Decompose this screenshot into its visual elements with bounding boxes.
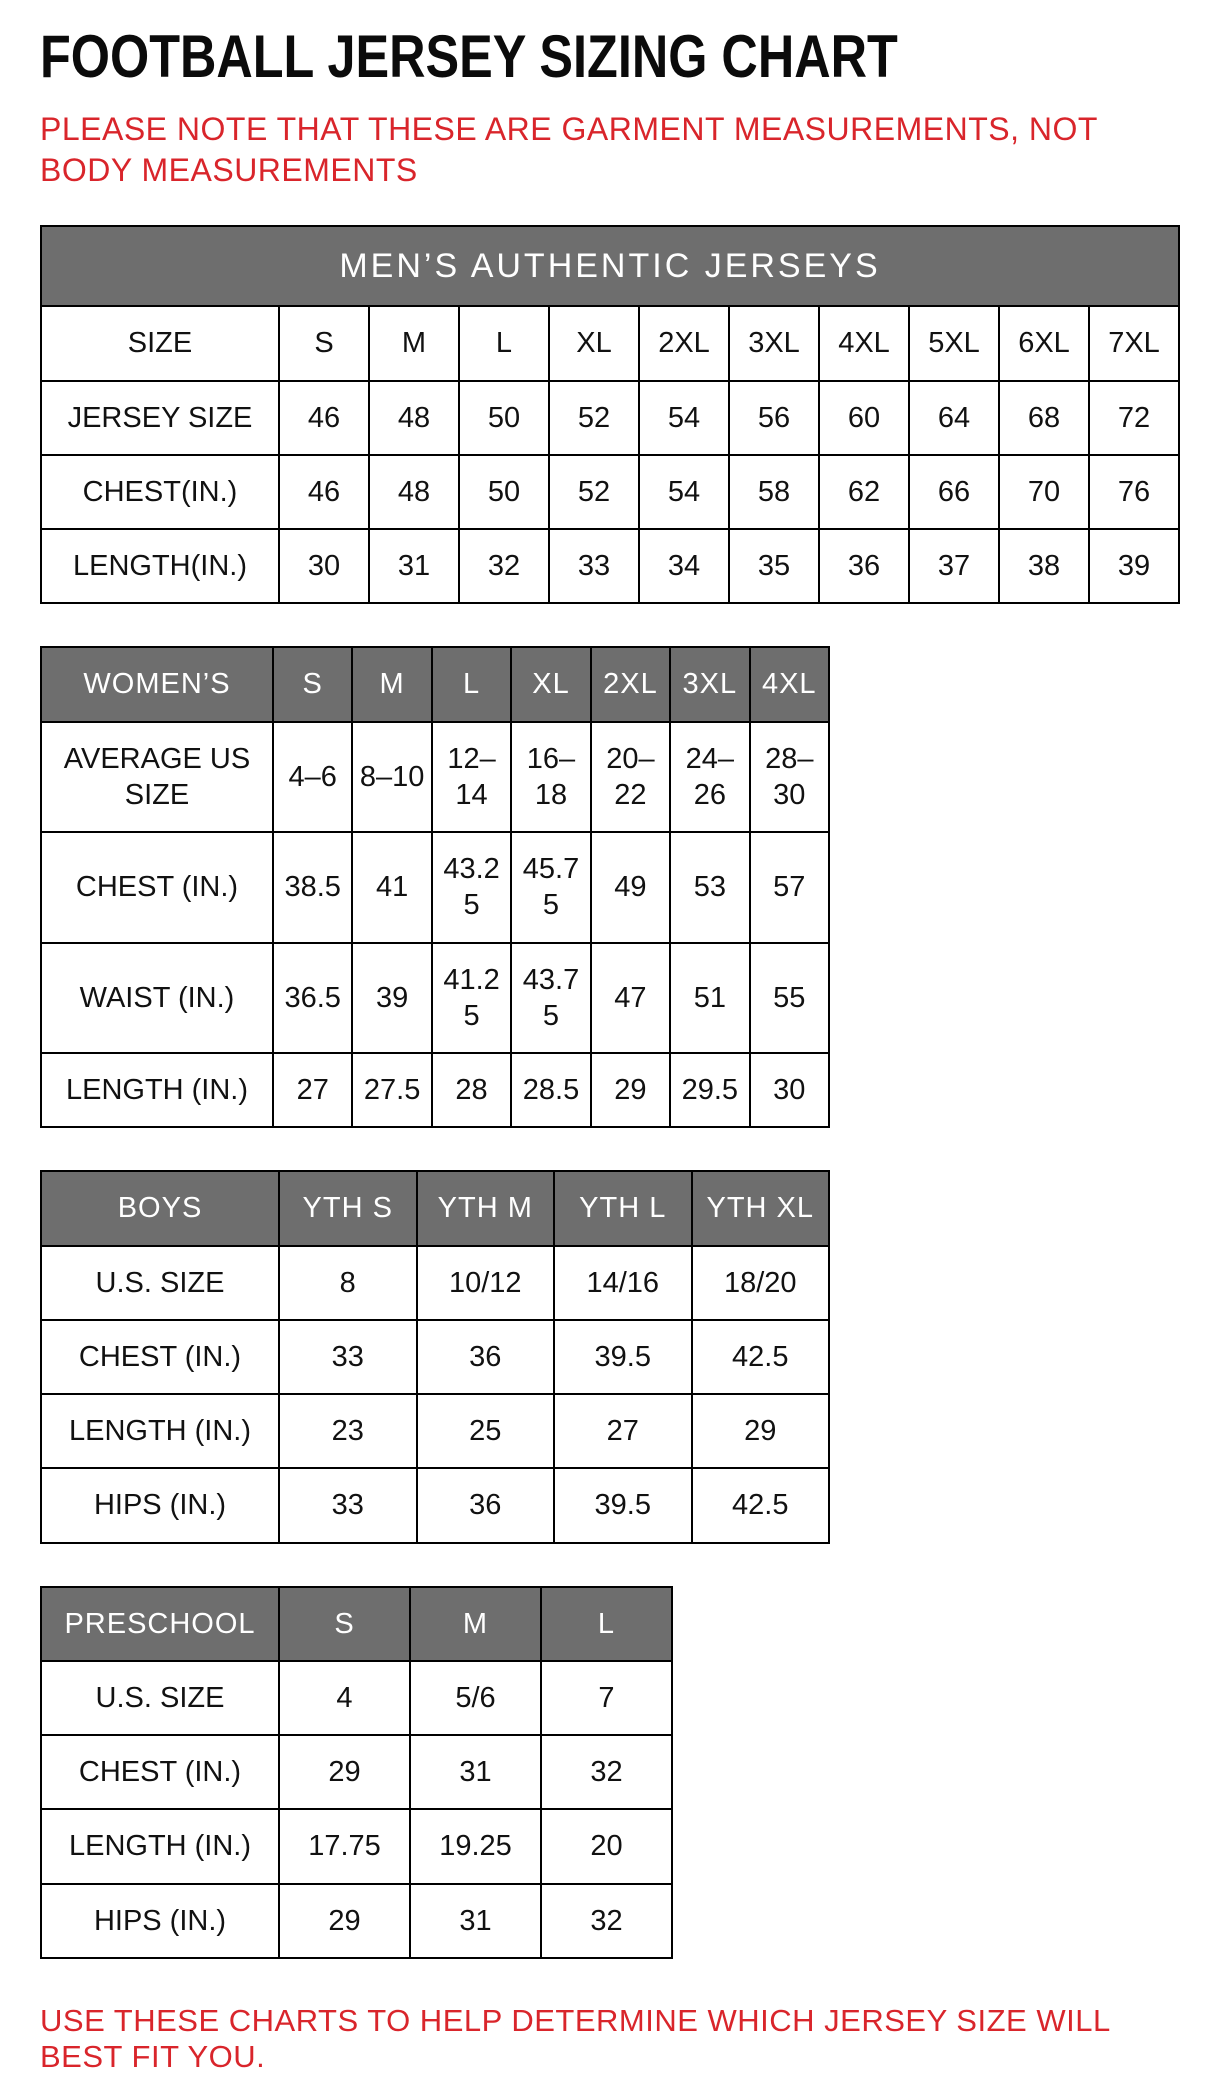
value-cell: 45.75 — [511, 832, 590, 943]
row-label: AVERAGE US SIZE — [41, 722, 273, 833]
value-cell: 20–22 — [591, 722, 670, 833]
table-row — [41, 1809, 672, 1883]
value-cell: 76 — [1089, 455, 1179, 529]
value-cell: 39 — [1089, 529, 1179, 603]
value-cell: 29.5 — [670, 1053, 749, 1127]
value-cell: M — [369, 306, 459, 380]
table-row — [41, 722, 829, 833]
row-label: LENGTH(IN.) — [41, 529, 279, 603]
value-cell: 33 — [549, 529, 639, 603]
value-cell: 28–30 — [750, 722, 829, 833]
value-cell: 53 — [670, 832, 749, 943]
value-cell: 29 — [279, 1735, 410, 1809]
value-cell: 17.75 — [279, 1809, 410, 1883]
row-label: WAIST (IN.) — [41, 943, 273, 1054]
header-cell: YTH S — [279, 1171, 417, 1245]
table-row — [41, 1394, 829, 1468]
value-cell: 72 — [1089, 381, 1179, 455]
header-cell: 4XL — [750, 647, 829, 721]
row-label: CHEST (IN.) — [41, 1320, 279, 1394]
table-row — [41, 1735, 672, 1809]
value-cell: 28.5 — [511, 1053, 590, 1127]
header-label: BOYS — [41, 1171, 279, 1245]
value-cell: 58 — [729, 455, 819, 529]
value-cell: 4 — [279, 1661, 410, 1735]
value-cell: 6XL — [999, 306, 1089, 380]
value-cell: 42.5 — [692, 1320, 830, 1394]
value-cell: 32 — [541, 1735, 672, 1809]
value-cell: 31 — [410, 1884, 541, 1958]
value-cell: 41 — [352, 832, 431, 943]
value-cell: 55 — [750, 943, 829, 1054]
value-cell: 50 — [459, 455, 549, 529]
value-cell: 50 — [459, 381, 549, 455]
value-cell: 12–14 — [432, 722, 511, 833]
row-label: SIZE — [41, 306, 279, 380]
footer-note: USE THESE CHARTS TO HELP DETERMINE WHICH JERSEY SIZE WILL BEST FIT YOU. — [40, 2002, 1110, 2074]
value-cell: 62 — [819, 455, 909, 529]
value-cell: 29 — [591, 1053, 670, 1127]
header-cell: XL — [511, 647, 590, 721]
header-label: WOMEN’S — [41, 647, 273, 721]
header-cell: YTH L — [554, 1171, 692, 1245]
value-cell: S — [279, 306, 369, 380]
table-row — [41, 832, 829, 943]
boys-sizing-table — [40, 1170, 830, 1543]
header-cell: L — [541, 1587, 672, 1661]
table-row — [41, 1468, 829, 1542]
row-label: HIPS (IN.) — [41, 1884, 279, 1958]
row-label: LENGTH (IN.) — [41, 1394, 279, 1468]
header-cell: L — [432, 647, 511, 721]
table-header-row — [41, 1587, 672, 1661]
value-cell: 33 — [279, 1468, 417, 1542]
value-cell: 39.5 — [554, 1468, 692, 1542]
value-cell: 34 — [639, 529, 729, 603]
value-cell: 4–6 — [273, 722, 352, 833]
value-cell: 52 — [549, 381, 639, 455]
value-cell: 8–10 — [352, 722, 431, 833]
value-cell: 42.5 — [692, 1468, 830, 1542]
row-label: U.S. SIZE — [41, 1661, 279, 1735]
value-cell: 23 — [279, 1394, 417, 1468]
value-cell: 41.25 — [432, 943, 511, 1054]
header-cell: 2XL — [591, 647, 670, 721]
value-cell: 36 — [417, 1468, 555, 1542]
value-cell: 16–18 — [511, 722, 590, 833]
header-label: PRESCHOOL — [41, 1587, 279, 1661]
value-cell: 7XL — [1089, 306, 1179, 380]
value-cell: 57 — [750, 832, 829, 943]
value-cell: 27.5 — [352, 1053, 431, 1127]
value-cell: 47 — [591, 943, 670, 1054]
value-cell: 27 — [554, 1394, 692, 1468]
value-cell: 39.5 — [554, 1320, 692, 1394]
header-cell: YTH XL — [692, 1171, 830, 1245]
header-cell: S — [273, 647, 352, 721]
value-cell: 70 — [999, 455, 1089, 529]
table-row — [41, 1053, 829, 1127]
value-cell: 43.75 — [511, 943, 590, 1054]
value-cell: 4XL — [819, 306, 909, 380]
value-cell: 68 — [999, 381, 1089, 455]
value-cell: 30 — [279, 529, 369, 603]
row-label: CHEST (IN.) — [41, 1735, 279, 1809]
row-label: LENGTH (IN.) — [41, 1053, 273, 1127]
table-header-row — [41, 647, 829, 721]
value-cell: 60 — [819, 381, 909, 455]
row-label: CHEST(IN.) — [41, 455, 279, 529]
table-row — [41, 455, 1179, 529]
value-cell: 66 — [909, 455, 999, 529]
value-cell: 37 — [909, 529, 999, 603]
header-cell: S — [279, 1587, 410, 1661]
value-cell: 7 — [541, 1661, 672, 1735]
table-row — [41, 1320, 829, 1394]
value-cell: 48 — [369, 381, 459, 455]
header-cell: 3XL — [670, 647, 749, 721]
table-row — [41, 306, 1179, 380]
value-cell: 2XL — [639, 306, 729, 380]
womens-sizing-table — [40, 646, 830, 1128]
value-cell: 31 — [410, 1735, 541, 1809]
value-cell: 18/20 — [692, 1246, 830, 1320]
table-header-row — [41, 1171, 829, 1245]
row-label: JERSEY SIZE — [41, 381, 279, 455]
value-cell: 38 — [999, 529, 1089, 603]
value-cell: 49 — [591, 832, 670, 943]
row-label: CHEST (IN.) — [41, 832, 273, 943]
value-cell: 8 — [279, 1246, 417, 1320]
value-cell: 46 — [279, 455, 369, 529]
page-title: FOOTBALL JERSEY SIZING CHART — [40, 23, 898, 90]
value-cell: 54 — [639, 455, 729, 529]
value-cell: 56 — [729, 381, 819, 455]
value-cell: 3XL — [729, 306, 819, 380]
value-cell: 29 — [279, 1884, 410, 1958]
value-cell: 5XL — [909, 306, 999, 380]
value-cell: 33 — [279, 1320, 417, 1394]
table-row — [41, 529, 1179, 603]
table-row — [41, 1661, 672, 1735]
value-cell: 19.25 — [410, 1809, 541, 1883]
value-cell: 29 — [692, 1394, 830, 1468]
table-row — [41, 1884, 672, 1958]
row-label: U.S. SIZE — [41, 1246, 279, 1320]
value-cell: 32 — [541, 1884, 672, 1958]
value-cell: 27 — [273, 1053, 352, 1127]
header-cell: M — [352, 647, 431, 721]
value-cell: 25 — [417, 1394, 555, 1468]
value-cell: 54 — [639, 381, 729, 455]
table-row — [41, 381, 1179, 455]
value-cell: 28 — [432, 1053, 511, 1127]
value-cell: 14/16 — [554, 1246, 692, 1320]
value-cell: 52 — [549, 455, 639, 529]
preschool-sizing-table — [40, 1586, 673, 1959]
value-cell: 48 — [369, 455, 459, 529]
row-label: HIPS (IN.) — [41, 1468, 279, 1542]
value-cell: 10/12 — [417, 1246, 555, 1320]
value-cell: 24–26 — [670, 722, 749, 833]
table-title-row — [41, 226, 1179, 307]
value-cell: 46 — [279, 381, 369, 455]
header-cell: YTH M — [417, 1171, 555, 1245]
value-cell: 64 — [909, 381, 999, 455]
value-cell: 43.25 — [432, 832, 511, 943]
value-cell: 30 — [750, 1053, 829, 1127]
value-cell: 35 — [729, 529, 819, 603]
value-cell: 32 — [459, 529, 549, 603]
value-cell: 5/6 — [410, 1661, 541, 1735]
table-row — [41, 943, 829, 1054]
value-cell: 36 — [417, 1320, 555, 1394]
value-cell: 39 — [352, 943, 431, 1054]
value-cell: 38.5 — [273, 832, 352, 943]
value-cell: L — [459, 306, 549, 380]
value-cell: 20 — [541, 1809, 672, 1883]
mens-authentic-jerseys-table — [40, 225, 1180, 605]
value-cell: 36.5 — [273, 943, 352, 1054]
value-cell: XL — [549, 306, 639, 380]
value-cell: 31 — [369, 529, 459, 603]
value-cell: 51 — [670, 943, 749, 1054]
table-row — [41, 1246, 829, 1320]
header-cell: M — [410, 1587, 541, 1661]
value-cell: 36 — [819, 529, 909, 603]
row-label: LENGTH (IN.) — [41, 1809, 279, 1883]
table-title: MEN’S AUTHENTIC JERSEYS — [41, 226, 1179, 307]
garment-measurements-note: PLEASE NOTE THAT THESE ARE GARMENT MEASUREMENTS, NOT BODY MEASUREMENTS — [40, 111, 1098, 188]
